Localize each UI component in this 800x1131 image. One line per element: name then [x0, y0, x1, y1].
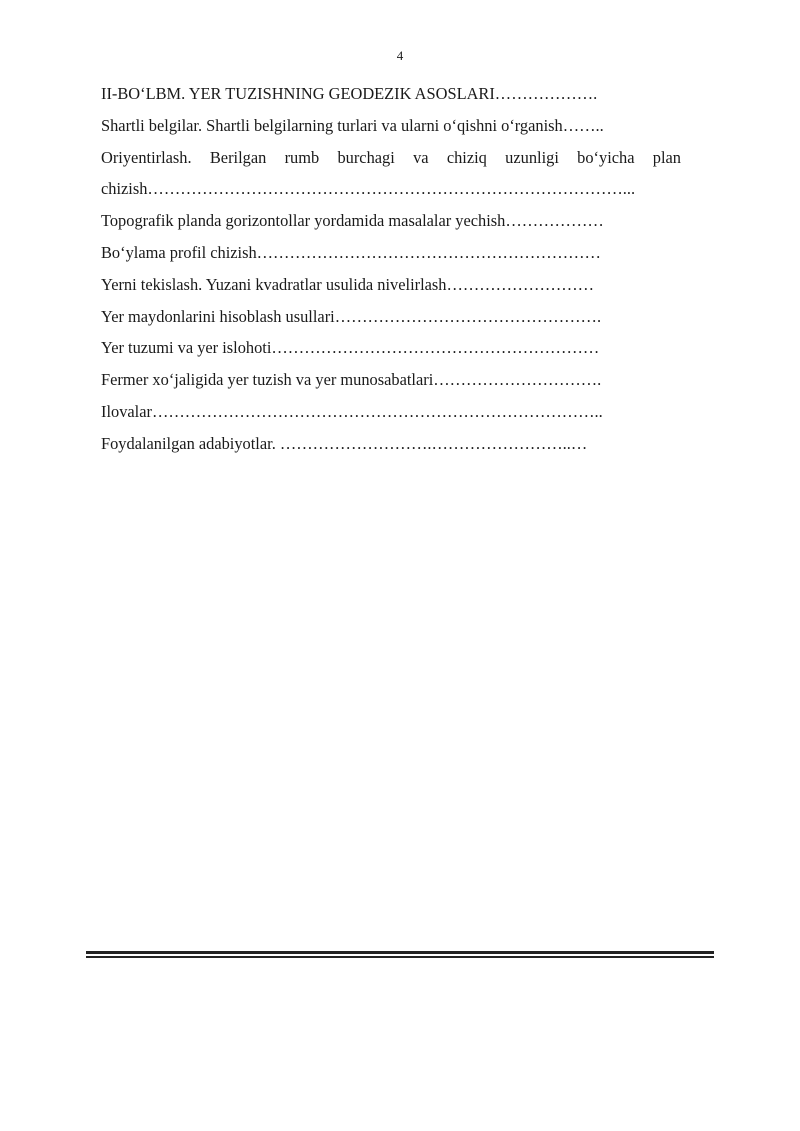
table-of-contents	[101, 78, 681, 460]
footer-double-rule	[86, 951, 714, 958]
toc-entry-area-calculation: Yer maydonlarini hisoblash usullari………………………………………….	[101, 306, 602, 326]
toc-entry-conventional-signs: Shartli belgilar. Shartli belgilarning turlari va ularni o‘qishni o‘rganish……..	[101, 115, 604, 135]
toc-entry-references: Foydalanilgan adabiyotlar. ……………………….……………………..…	[101, 433, 588, 453]
toc-entry-section-heading: II-BO‘LBM. YER TUZISHNING GEODEZIK ASOSLARI……………….	[101, 84, 598, 103]
toc-entry-land-leveling: Yerni tekislash. Yuzani kvadratlar usulida nivelirlash………………………	[101, 274, 595, 294]
toc-entry-land-reform: Yer tuzumi va yer islohoti……………………………………………………	[101, 338, 600, 358]
toc-entry-orientation-continued: chizish……………………………………………………………………………...	[101, 179, 636, 199]
toc-entry-longitudinal-profile: Bo‘ylama profil chizish………………………………………………………	[101, 242, 601, 262]
toc-entry-topographic-plan: Topografik planda gorizontollar yordamida masalalar yechish………………	[101, 211, 604, 231]
toc-entry-orientation: Oriyentirlash. Berilgan rumb burchagi va chiziq uzunligi bo‘yicha plan	[101, 147, 681, 167]
toc-entry-farm-land-management: Fermer xo‘jaligida yer tuzish va yer munosabatlari………………………….	[101, 370, 602, 390]
page-number: 4	[396, 48, 404, 63]
toc-entry-appendices: Ilovalar………………………………………………………………………..	[101, 401, 603, 421]
